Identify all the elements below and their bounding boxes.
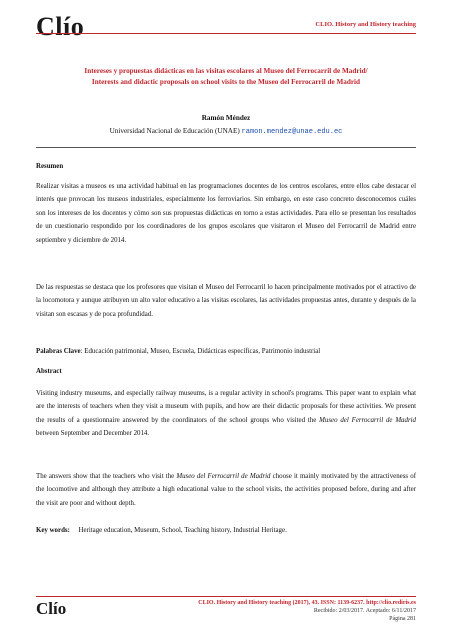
key-words-label: Key words: [36, 527, 70, 534]
footer-rule [36, 596, 416, 597]
header-rule [36, 33, 416, 34]
article-title [36, 66, 416, 87]
journal-name: CLIO. History and History teaching [315, 21, 416, 28]
author-name: Ramón Méndez [201, 114, 251, 122]
museum-name-italic: Museo del Ferrocarril de Madrid [176, 473, 271, 480]
resumen-paragraph-1: Realizar visitas a museos es una actividad habitual en las programaciones docentes de los centros escolares, entre ellos cabe destacar el interés que provocan los museos industriales, especialmente los ferroviarios. Sin embargo, en este caso concreto desconocemos cuáles son los intereses de los docentes y cómo son sus propuestas didácticas en torno a estas actividades. Para ello se presentan los resultados de un cuestionario respondido por los coordinadores de los grupos escolares que visitaron el Museo del Ferrocarril de Madrid entre septiembre y diciembre de 2014. [36, 183, 416, 244]
footer-info [198, 600, 416, 623]
palabras-clave-text: : Educación patrimonial, Museo, Escuela, Didácticas específicas, Patrimonio industrial [80, 348, 321, 355]
journal-logo: Clío [36, 12, 85, 41]
key-words [36, 524, 416, 537]
title-english: Interests and didactic proposals on school visits to the Museo del Ferrocarril de Madrid [91, 77, 361, 86]
abstract-paragraph-1: Visiting industry museums, and especially railway museums, is a regular activity in school's programs. This paper want to explain what are the interests of teachers when they visit a museum with pupils, and how are their didactic proposals for these activities. We present the results of a questionnaire answered by the coordinators of the school groups who visited the Museo del Ferrocarril de Madrid between September and December 2014. [36, 390, 416, 438]
abstract-paragraph-2: The answers show that the teachers who visit the Museo del Ferrocarril de Madrid choose it mainly motivated by the attractiveness of the locomotive and although they attribute a high educational value to the school visits, the activities proposed before, during and after the visit are poor and without depth. [36, 473, 416, 507]
resumen-heading: Resumen [36, 163, 64, 170]
palabras-clave [36, 345, 416, 358]
title-divider [36, 147, 416, 148]
abstract-heading: Abstract [36, 368, 62, 375]
footer-logo: Clío [36, 599, 67, 618]
author-affiliation [36, 127, 416, 136]
page-number: Página 281 [389, 615, 416, 622]
footer-citation: CLIO. History and History teaching (2017), 43. ISSN: 1139-6237. http://clio.rediris.es [198, 600, 416, 606]
affiliation-text: Universidad Nacional de Educación (UNAE) [109, 127, 240, 135]
museum-name-italic: Museo del Ferrocarril de Madrid [319, 416, 416, 424]
title-spanish: Intereses y propuestas didácticas en las visitas escolares al Museo del Ferrocarril de Madrid/ [84, 67, 368, 75]
key-words-text: Heritage education, Museum, School, Teaching history, Industrial Heritage. [78, 527, 287, 534]
footer-dates: Recibido: 2/03/2017. Aceptado: 6/11/2017 [313, 607, 416, 614]
resumen-paragraph-2: De las respuestas se destaca que los profesores que visitan el Museo del Ferrocarril lo hacen principalmente motivados por el atractivo de la locomotora y aunque atribuyen un alto valor educativo a las visitas escolares, las actividades propuestas antes, durante y después de la visitan son escasas y de poca profundidad. [36, 284, 416, 318]
palabras-clave-label: Palabras Clave [36, 348, 81, 355]
author-email-link[interactable]: ramon.mendez@unae.edu.ec [241, 128, 343, 136]
